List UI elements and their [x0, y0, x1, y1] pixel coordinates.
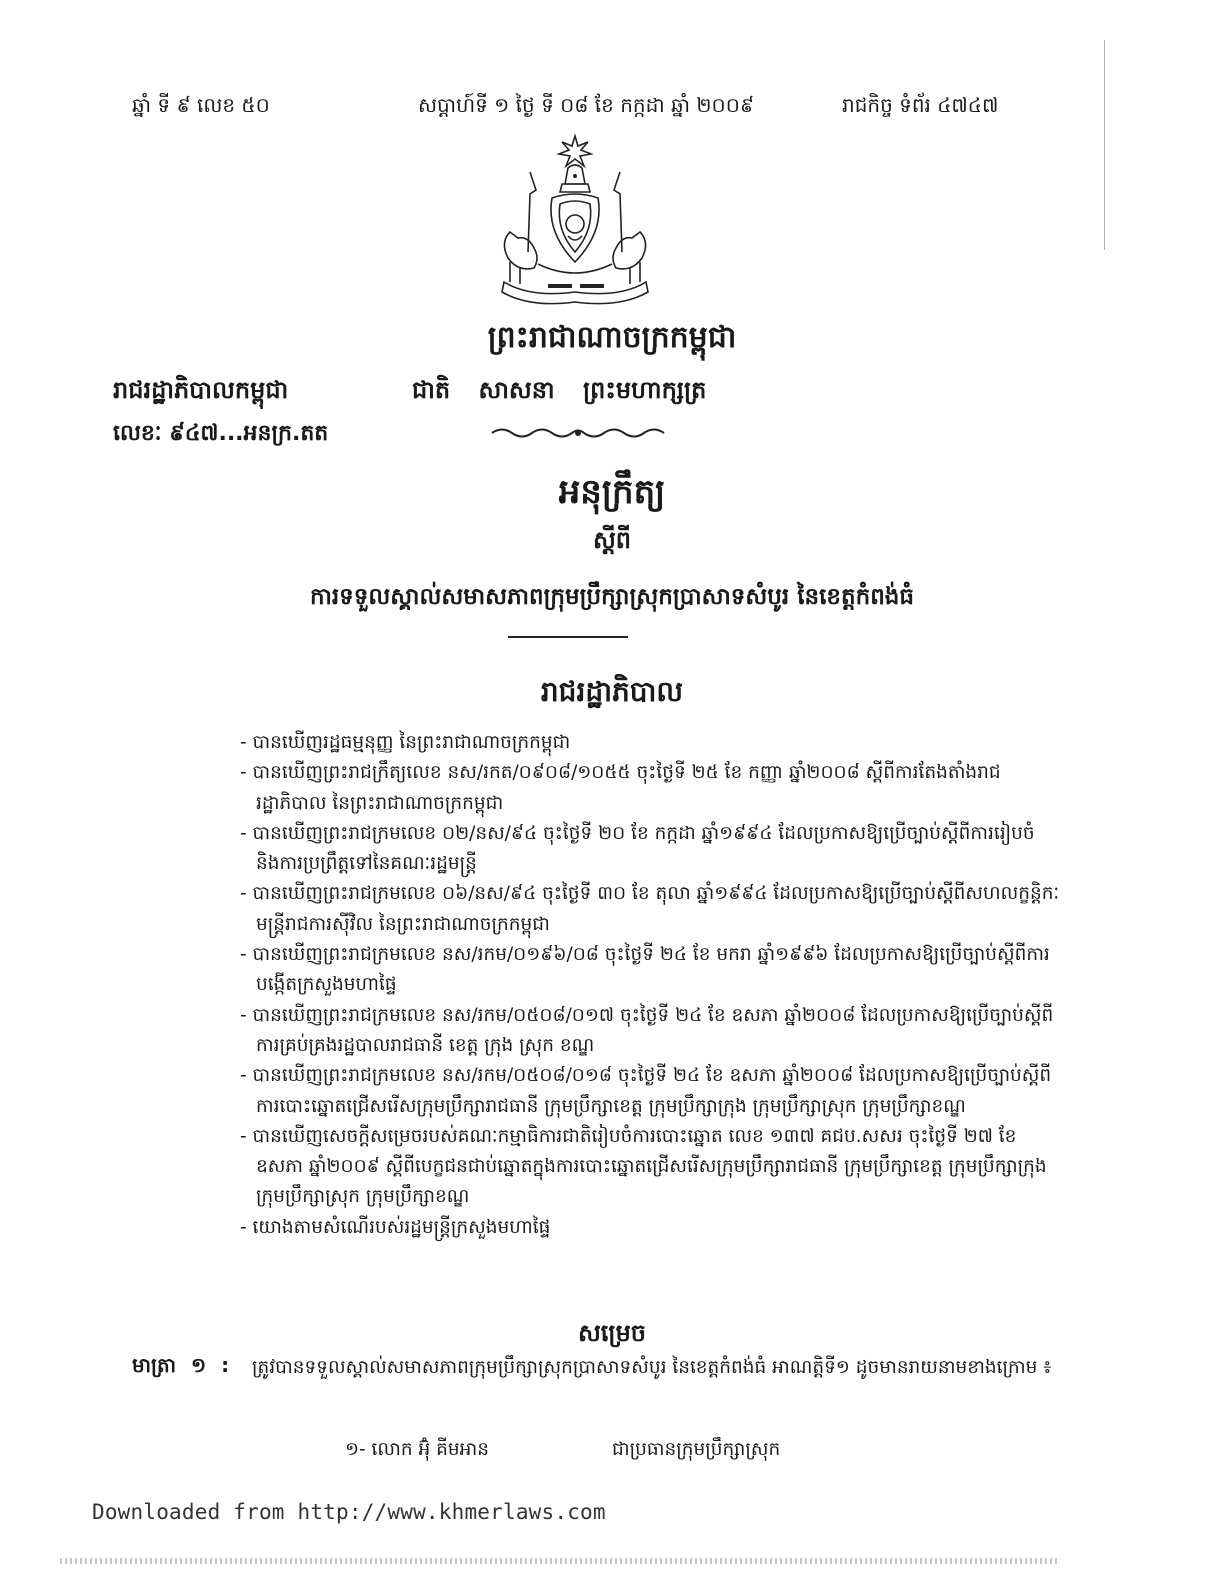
national-motto: ជាតិ សាសនា ព្រះមហាក្សត្រ	[412, 376, 707, 404]
document-type-title: អនុក្រឹត្យ	[558, 472, 666, 512]
about-label: ស្តីពី	[592, 526, 632, 554]
kingdom-heading: ព្រះរាជាណាចក្រកម្ពុជា	[487, 320, 737, 355]
download-footer: Downloaded from http://www.khmerlaws.com	[92, 1500, 606, 1524]
member-name: ១- លោក អ៊ុំ គីមអាន	[345, 1439, 490, 1460]
title-divider	[508, 636, 628, 638]
document-subject: ការទទួលស្គាល់សមាសភាពក្រុមប្រឹក្សាស្រុកប្រាសាទសំបូរ នៃខេត្តកំពង់ធំ	[309, 584, 914, 610]
consideration-item: - បានឃើញព្រះរាជក្រមលេខ នស/រកម/០៥០៨/០១៧ ចុះថ្ងៃទី ២៤ ខែ ឧសភា ឆ្នាំ២០០៨ ដែលប្រកាសឱ្យប្រើច្បាប់ស្តីពីការគ្រប់គ្រងរដ្ឋបាលរាជធានី ខេត្ត ក្រុង ស្រុក ខណ្ឌ	[240, 1004, 1054, 1056]
member-role: ជាប្រធានក្រុមប្រឹក្សាស្រុក	[612, 1439, 781, 1460]
consideration-item: - បានឃើញព្រះរាជក្រមលេខ នស/រកម/០១៩៦/០៨ ចុះថ្ងៃទី ២៤ ខែ មករា ឆ្នាំ១៩៩៦ ដែលប្រកាសឱ្យប្រើច្បាប់ស្តីពីការបង្កើតក្រសួងមហាផ្ទៃ	[240, 944, 1050, 996]
gazette-page: រាជកិច្ច ទំព័រ ៤៧៤៧	[842, 93, 999, 117]
royal-coat-of-arms-icon	[490, 132, 660, 310]
scan-edge	[60, 1558, 1060, 1564]
ornament-divider-icon	[488, 424, 668, 442]
considerations-list	[240, 728, 1060, 1243]
article-label: មាត្រា ១ :	[132, 1353, 230, 1377]
decision-heading: សម្រេច	[577, 1319, 647, 1347]
gazette-issue: ឆ្នាំ ទី ៩ លេខ ៥០	[132, 93, 270, 117]
government-label: រាជរដ្ឋាភិបាលកម្ពុជា	[113, 376, 289, 404]
margin-line	[1104, 40, 1105, 250]
consideration-item: - បានឃើញរដ្ឋធម្មនុញ្ញ នៃព្រះរាជាណាចក្រកម្ពុជា	[240, 732, 571, 753]
consideration-item: - បានឃើញព្រះរាជក្រមលេខ ០២/នស/៩៤ ចុះថ្ងៃទី ២០ ខែ កក្កដា ឆ្នាំ១៩៩៤ ដែលប្រកាសឱ្យប្រើច្បាប់ស្តីពីការរៀបចំ និងការប្រព្រឹត្តទៅនៃគណៈរដ្ឋមន្ត្រី	[240, 822, 1035, 875]
consideration-item: - បានឃើញព្រះរាជក្រឹត្យលេខ នស/រកត/០៩០៨/១០៥៥ ចុះថ្ងៃទី ២៥ ខែ កញ្ញា ឆ្នាំ២០០៨ ស្តីពីការតែងតាំងរាជរដ្ឋាភិបាល នៃព្រះរាជាណាចក្រកម្ពុជា	[240, 762, 1001, 814]
consideration-item: - បានឃើញសេចក្តីសម្រេចរបស់គណៈកម្មាធិការជាតិរៀបចំការបោះឆ្នោត លេខ ១៣៧ គជប.សសរ ចុះថ្ងៃទី ២៧ ខែ ឧសភា ឆ្នាំ២០០៩ ស្តីពីបេក្ខជនជាប់ឆ្នោតក្នុងការបោះឆ្នោតជ្រើសរើសក្រុមប្រឹក្សារាជធានី ក្រុមប្រឹក្សាខេត្ត ក្រុមប្រឹក្សាក្រុង ក្រុមប្រឹក្សាស្រុក ក្រុមប្រឹក្សាខណ្ឌ	[240, 1125, 1047, 1208]
consideration-item: - បានឃើញព្រះរាជក្រមលេខ នស/រកម/០៥០៨/០១៨ ចុះថ្ងៃទី ២៤ ខែ ឧសភា ឆ្នាំ២០០៨ ដែលប្រកាសឱ្យប្រើច្បាប់ស្តីពីការបោះឆ្នោតជ្រើសរើសក្រុមប្រឹក្សារាជធានី ក្រុមប្រឹក្សាខេត្ត ក្រុមប្រឹក្សាក្រុង ក្រុមប្រឹក្សាស្រុក ក្រុមប្រឹក្សាខណ្ឌ	[240, 1065, 1052, 1117]
issuer-heading: រាជរដ្ឋាភិបាល	[540, 675, 684, 708]
consideration-item: - បានឃើញព្រះរាជក្រមលេខ ០៦/នស/៩៤ ចុះថ្ងៃទី ៣០ ខែ តុលា ឆ្នាំ១៩៩៤ ដែលប្រកាសឱ្យប្រើច្បាប់ស្តីពីសហលក្ខន្តិកៈមន្ត្រីរាជការស៊ីវិល នៃព្រះរាជាណាចក្រកម្ពុជា	[240, 883, 1060, 935]
gazette-date: សប្តាហ៍ទី ១ ថ្ងៃ ទី ០៨ ខែ កក្កដា ឆ្នាំ ២០០៩	[418, 93, 755, 117]
article-text: ត្រូវបានទទួលស្គាល់សមាសភាពក្រុមប្រឹក្សាស្រុកប្រាសាទសំបូរ នៃខេត្តកំពង់ធំ អាណត្តិទី១ ដូចមានរាយនាមខាងក្រោម ៖	[252, 1357, 1052, 1378]
consideration-item: - យោងតាមសំណើរបស់រដ្ឋមន្ត្រីក្រសួងមហាផ្ទៃ	[240, 1216, 551, 1238]
reference-number: លេខៈ ៩៤៧...អនក្រ.តត	[113, 421, 329, 446]
